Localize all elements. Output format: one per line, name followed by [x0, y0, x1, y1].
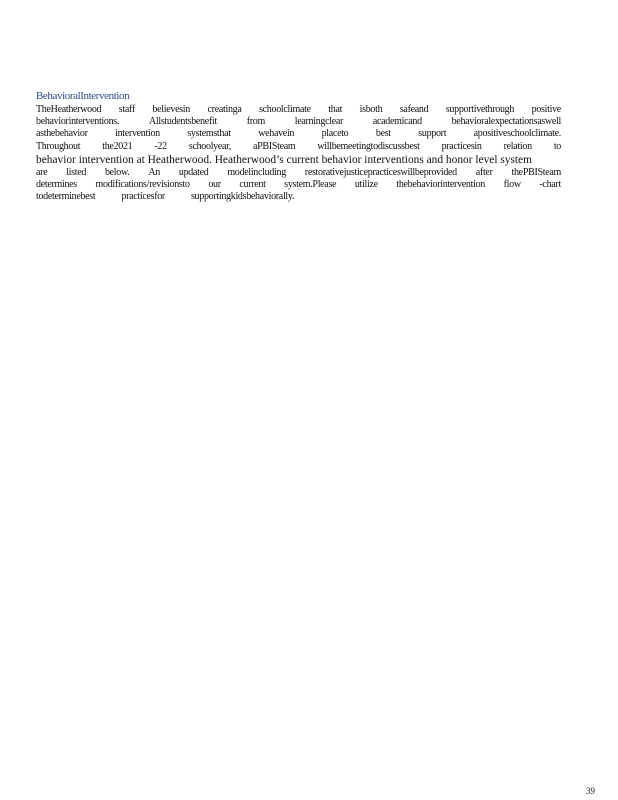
text-word: system.Please: [284, 179, 337, 191]
text-word: learningclear: [294, 116, 344, 128]
paragraph-line: [36, 141, 561, 153]
text-word: supportivethrough: [445, 104, 515, 115]
text-word: schoolclimate: [259, 104, 311, 115]
text-word: thePBISteam: [511, 166, 561, 178]
text-word: behavioralexpectationsaswell: [451, 116, 561, 128]
paragraph-line: [36, 104, 561, 116]
text-word: schoolyear,: [188, 140, 231, 152]
paragraph-line: [36, 116, 561, 128]
text-word: creatinga: [207, 104, 242, 115]
text-word: asthebehavior: [36, 128, 88, 140]
text-word: after: [475, 166, 493, 178]
text-word: intervention: [115, 128, 160, 140]
text-word: believesin: [152, 104, 190, 115]
text-word: flow: [503, 179, 521, 191]
text-word: -22: [154, 140, 167, 152]
text-word: are: [36, 166, 48, 178]
text-word: Allstudentsbenefit: [148, 116, 217, 128]
text-word: An: [148, 166, 160, 178]
page-number: 39: [586, 786, 595, 796]
text-word: current: [239, 179, 266, 191]
text-word: support: [418, 128, 447, 140]
text-word: behavior intervention at Heatherwood. Heatherwood’s current behavior interventions and honor level system: [36, 153, 532, 166]
text-word: relation: [503, 140, 532, 152]
text-word: updated: [178, 166, 209, 178]
text-word: below.: [104, 166, 130, 178]
text-word: determines: [36, 179, 77, 191]
paragraph-line: [36, 153, 561, 167]
text-word: todeterminebest: [36, 191, 96, 203]
text-word: best: [375, 128, 391, 140]
text-word: that: [328, 104, 343, 115]
text-word: to: [553, 140, 561, 152]
text-word: practicesfor: [121, 191, 165, 203]
text-word: apositiveschoolclimate.: [473, 128, 561, 140]
text-word: wehavein: [258, 128, 295, 140]
text-word: thebehaviorintervention: [396, 179, 485, 191]
text-word: our: [208, 179, 221, 191]
text-word: willbemeetingtodiscussbest: [317, 140, 420, 152]
text-word: from: [246, 116, 265, 128]
text-word: listed: [66, 166, 87, 178]
text-word: isboth: [359, 104, 383, 115]
paragraph-line: [36, 128, 561, 140]
text-word: modifications/revisionsto: [95, 179, 190, 191]
body-paragraph: [36, 104, 561, 203]
paragraph-line: [36, 167, 561, 179]
text-word: behaviorinterventions.: [36, 116, 120, 128]
paragraph-line: [36, 179, 561, 191]
section-heading: BehavioralIntervention: [36, 90, 130, 102]
text-word: staff: [118, 104, 135, 115]
text-word: supportingkidsbehaviorally.: [190, 191, 295, 203]
text-word: modelincluding: [227, 166, 286, 178]
text-word: aPBISteam: [253, 140, 296, 152]
text-word: practicesin: [441, 140, 482, 152]
paragraph-line: [36, 191, 561, 203]
text-word: placeto: [321, 128, 349, 140]
text-word: Throughout: [36, 140, 81, 152]
text-word: safeand: [399, 104, 429, 115]
text-word: utilize: [354, 179, 378, 191]
text-word: academicand: [372, 116, 422, 128]
text-word: -chart: [539, 179, 561, 191]
text-word: positive: [531, 104, 561, 115]
text-word: restorativejusticepracticeswillbeprovided: [304, 166, 457, 178]
text-word: the2021: [102, 140, 133, 152]
text-word: systemsthat: [187, 128, 231, 140]
text-word: TheHeatherwood: [36, 104, 102, 115]
